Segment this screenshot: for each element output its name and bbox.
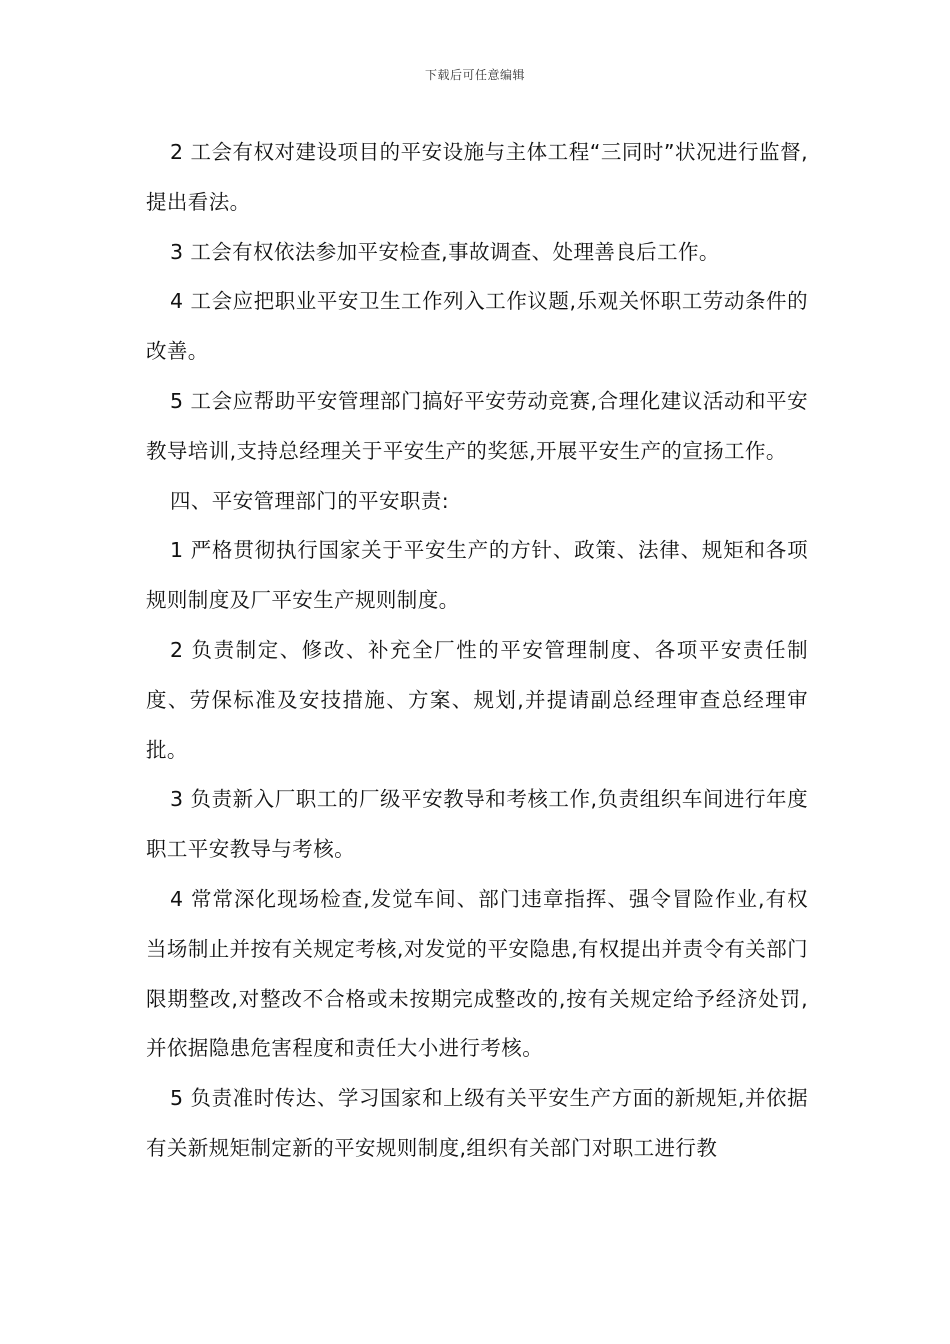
paragraph: 4 常常深化现场检查,发觉车间、部门违章指挥、强令冒险作业,有权当场制止并按有关规定考核,对发觉的平安隐患,有权提出并责令有关部门限期整改,对整改不合格或未按期完成整改的,按有关规定给予经济处罚,并依据隐患危害程度和责任大小进行考核。 — [146, 886, 808, 1061]
section-heading: 四、平安管理部门的平安职责: — [170, 488, 450, 513]
paragraph: 3 负责新入厂职工的厂级平安教导和考核工作,负责组织车间进行年度职工平安教导与考核。 — [146, 787, 808, 862]
paragraph: 3 工会有权依法参加平安检查,事故调查、处理善良后工作。 — [170, 239, 720, 264]
page-header: 下载后可任意编辑 — [424, 68, 525, 82]
paragraph: 2 工会有权对建设项目的平安设施与主体工程“三同时”状况进行监督,提出看法。 — [146, 140, 808, 214]
paragraph: 5 工会应帮助平安管理部门搞好平安劳动竞赛,合理化建议活动和平安教导培训,支持总经理关于平安生产的奖惩,开展平安生产的宣扬工作。 — [146, 388, 808, 463]
paragraph: 5 负责准时传达、学习国家和上级有关平安生产方面的新规矩,并依据有关新规矩制定新的平安规则制度,组织有关部门对职工进行教 — [146, 1086, 808, 1160]
paragraph: 2 负责制定、修改、补充全厂性的平安管理制度、各项平安责任制度、劳保标准及安技措施、方案、规划,并提请副总经理审查总经理审批。 — [146, 637, 808, 762]
paragraph: 1 严格贯彻执行国家关于平安生产的方针、政策、法律、规矩和各项规则制度及厂平安生产规则制度。 — [146, 538, 808, 613]
paragraph: 4 工会应把职业平安卫生工作列入工作议题,乐观关怀职工劳动条件的改善。 — [146, 289, 808, 364]
document-body — [146, 128, 808, 1174]
